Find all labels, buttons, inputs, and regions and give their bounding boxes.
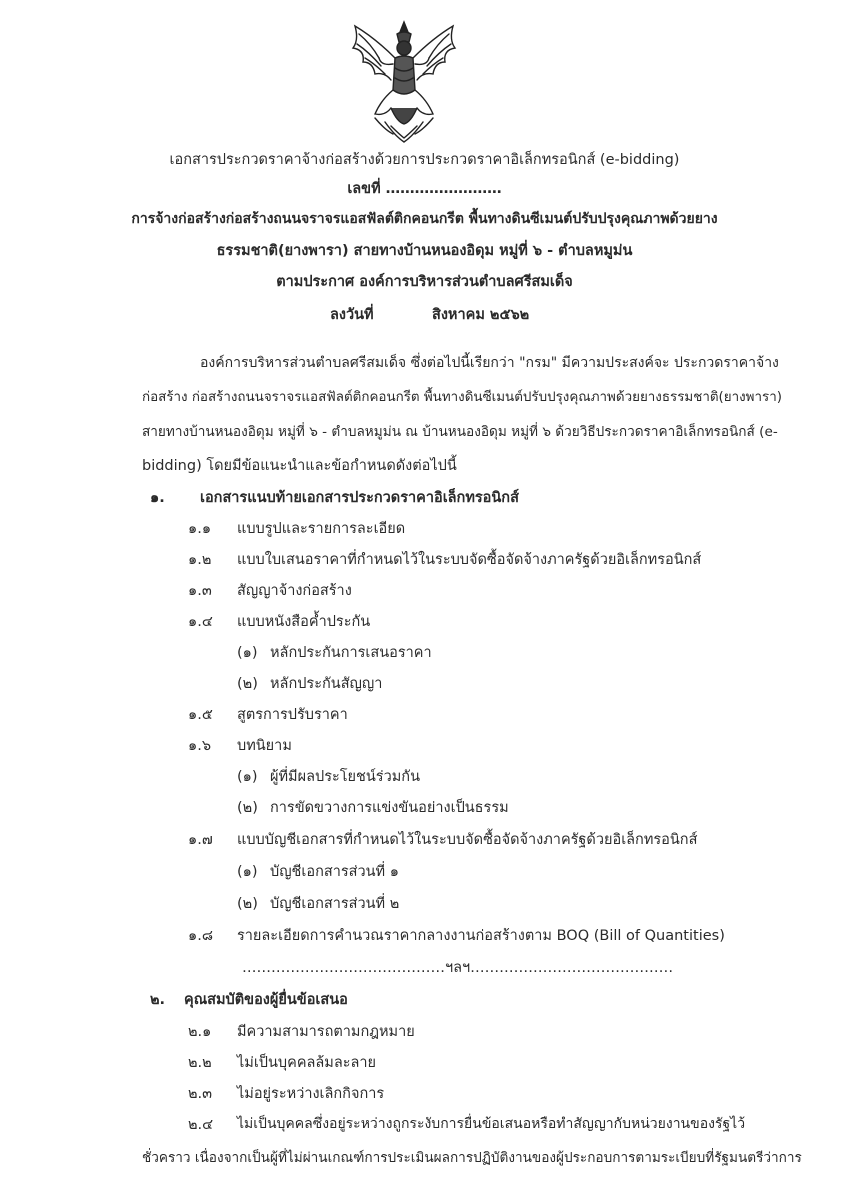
- subitem-number: (๑): [237, 645, 258, 661]
- item-number: ๑.๘: [188, 928, 213, 944]
- item-text: ไม่เป็นบุคคลซึ่งอยู่ระหว่างถูกระงับการยื่นข้อเสนอหรือทำสัญญากับหน่วยงานของรัฐไว้: [237, 1116, 746, 1132]
- item-text: ไม่อยู่ระหว่างเลิกกิจการ: [237, 1086, 385, 1102]
- item-text: ไม่เป็นบุคคลล้มละลาย: [237, 1055, 377, 1071]
- item-text: สูตรการปรับราคา: [237, 707, 348, 723]
- item-number: ๑.๔: [188, 614, 213, 630]
- item-number: ๒.๒: [188, 1055, 212, 1071]
- subitem-number: (๑): [237, 864, 258, 880]
- subitem-text: หลักประกันการเสนอราคา: [270, 645, 432, 661]
- document-number: เลขที่ ……………………: [347, 181, 502, 197]
- item-number: ๒.๓: [188, 1086, 213, 1102]
- item-text: แบบใบเสนอราคาที่กำหนดไว้ในระบบจัดซื้อจัดจ้างภาครัฐด้วยอิเล็กทรอนิกส์: [237, 552, 702, 568]
- project-title-line2: ธรรมชาติ(ยางพารา) สายทางบ้านหนองอิดุม หมู่ที่ ๖ - ตำบลหมูม่น: [216, 243, 633, 259]
- item-number: ๑.๕: [188, 707, 213, 723]
- subitem-text: ผู้ที่มีผลประโยชน์ร่วมกัน: [270, 769, 420, 785]
- item-number: ๑.๒: [188, 552, 212, 568]
- item-number: ๑.๑: [188, 521, 212, 537]
- item-text: บทนิยาม: [237, 738, 292, 754]
- subitem-number: (๑): [237, 769, 258, 785]
- garuda-emblem: [345, 18, 463, 146]
- subitem-number: (๒): [237, 896, 258, 912]
- section-1-title: เอกสารแนบท้ายเอกสารประกวดราคาอิเล็กทรอนิกส์: [200, 490, 519, 506]
- intro-line-3: สายทางบ้านหนองอิดุม หมู่ที่ ๖ - ตำบลหมูม่น ณ บ้านหนองอิดุม หมู่ที่ ๖ ด้วยวิธีประกวดราคาอิเล็กทรอนิกส์ (e-: [142, 424, 778, 440]
- intro-line-1: องค์การบริหารส่วนตำบลศรีสมเด็จ ซึ่งต่อไปนี้เรียกว่า "กรม" มีความประสงค์จะ ประกวดราคาจ้าง: [200, 355, 779, 371]
- subitem-text: หลักประกันสัญญา: [270, 676, 383, 692]
- subitem-number: (๒): [237, 800, 258, 816]
- item-text: แบบหนังสือค้ำประกัน: [237, 614, 371, 630]
- item-text: มีความสามารถตามกฎหมาย: [237, 1024, 415, 1040]
- document-title: เอกสารประกวดราคาจ้างก่อสร้างด้วยการประกวดราคาอิเล็กทรอนิกส์ (e-bidding): [169, 152, 680, 168]
- item-text: แบบบัญชีเอกสารที่กำหนดไว้ในระบบจัดซื้อจัดจ้างภาครัฐด้วยอิเล็กทรอนิกส์: [237, 832, 698, 848]
- announcement-line: ตามประกาศ องค์การบริหารส่วนตำบลศรีสมเด็จ: [276, 274, 573, 290]
- item-text: แบบรูปและรายการละเอียด: [237, 521, 406, 537]
- item-number: ๑.๓: [188, 583, 212, 599]
- section-1-number: ๑.: [150, 490, 165, 506]
- intro-line-4: bidding) โดยมีข้อแนะนำและข้อกำหนดดังต่อไปนี้: [142, 458, 457, 474]
- continuation-line: ชั่วคราว เนื่องจากเป็นผู้ที่ไม่ผ่านเกณฑ์การประเมินผลการปฏิบัติงานของผู้ประกอบการตามระเบียบที่รัฐมนตรีว่าการ: [142, 1150, 802, 1166]
- item-number: ๑.๗: [188, 832, 213, 848]
- subitem-text: บัญชีเอกสารส่วนที่ ๑: [270, 864, 399, 880]
- date-label: ลงวันที่: [330, 307, 374, 323]
- item-number: ๒.๑: [188, 1024, 212, 1040]
- project-title-line1: การจ้างก่อสร้างก่อสร้างถนนจราจรแอสฟัลต์ติกคอนกรีต พื้นทางดินซีเมนต์ปรับปรุงคุณภาพด้วยยาง: [131, 211, 718, 227]
- date-value: สิงหาคม ๒๕๖๒: [432, 307, 530, 323]
- item-number: ๒.๔: [188, 1117, 214, 1133]
- item-number: ๑.๖: [188, 738, 212, 754]
- section-2-title: คุณสมบัติของผู้ยื่นข้อเสนอ: [184, 992, 348, 1008]
- subitem-text: บัญชีเอกสารส่วนที่ ๒: [270, 896, 400, 912]
- subitem-text: การขัดขวางการแข่งขันอย่างเป็นธรรม: [270, 800, 509, 816]
- ellipsis-line: ……………………………………ฯลฯ……………………………………: [242, 960, 674, 976]
- item-text: สัญญาจ้างก่อสร้าง: [237, 583, 352, 599]
- intro-line-2: ก่อสร้าง ก่อสร้างถนนจราจรแอสฟัลต์ติกคอนกรีต พื้นทางดินซีเมนต์ปรับปรุงคุณภาพด้วยยางธรรมชาติ(ยางพารา): [142, 390, 782, 405]
- section-2-number: ๒.: [150, 992, 166, 1008]
- item-text: รายละเอียดการคำนวณราคากลางงานก่อสร้างตาม BOQ (Bill of Quantities): [237, 928, 725, 944]
- subitem-number: (๒): [237, 676, 258, 692]
